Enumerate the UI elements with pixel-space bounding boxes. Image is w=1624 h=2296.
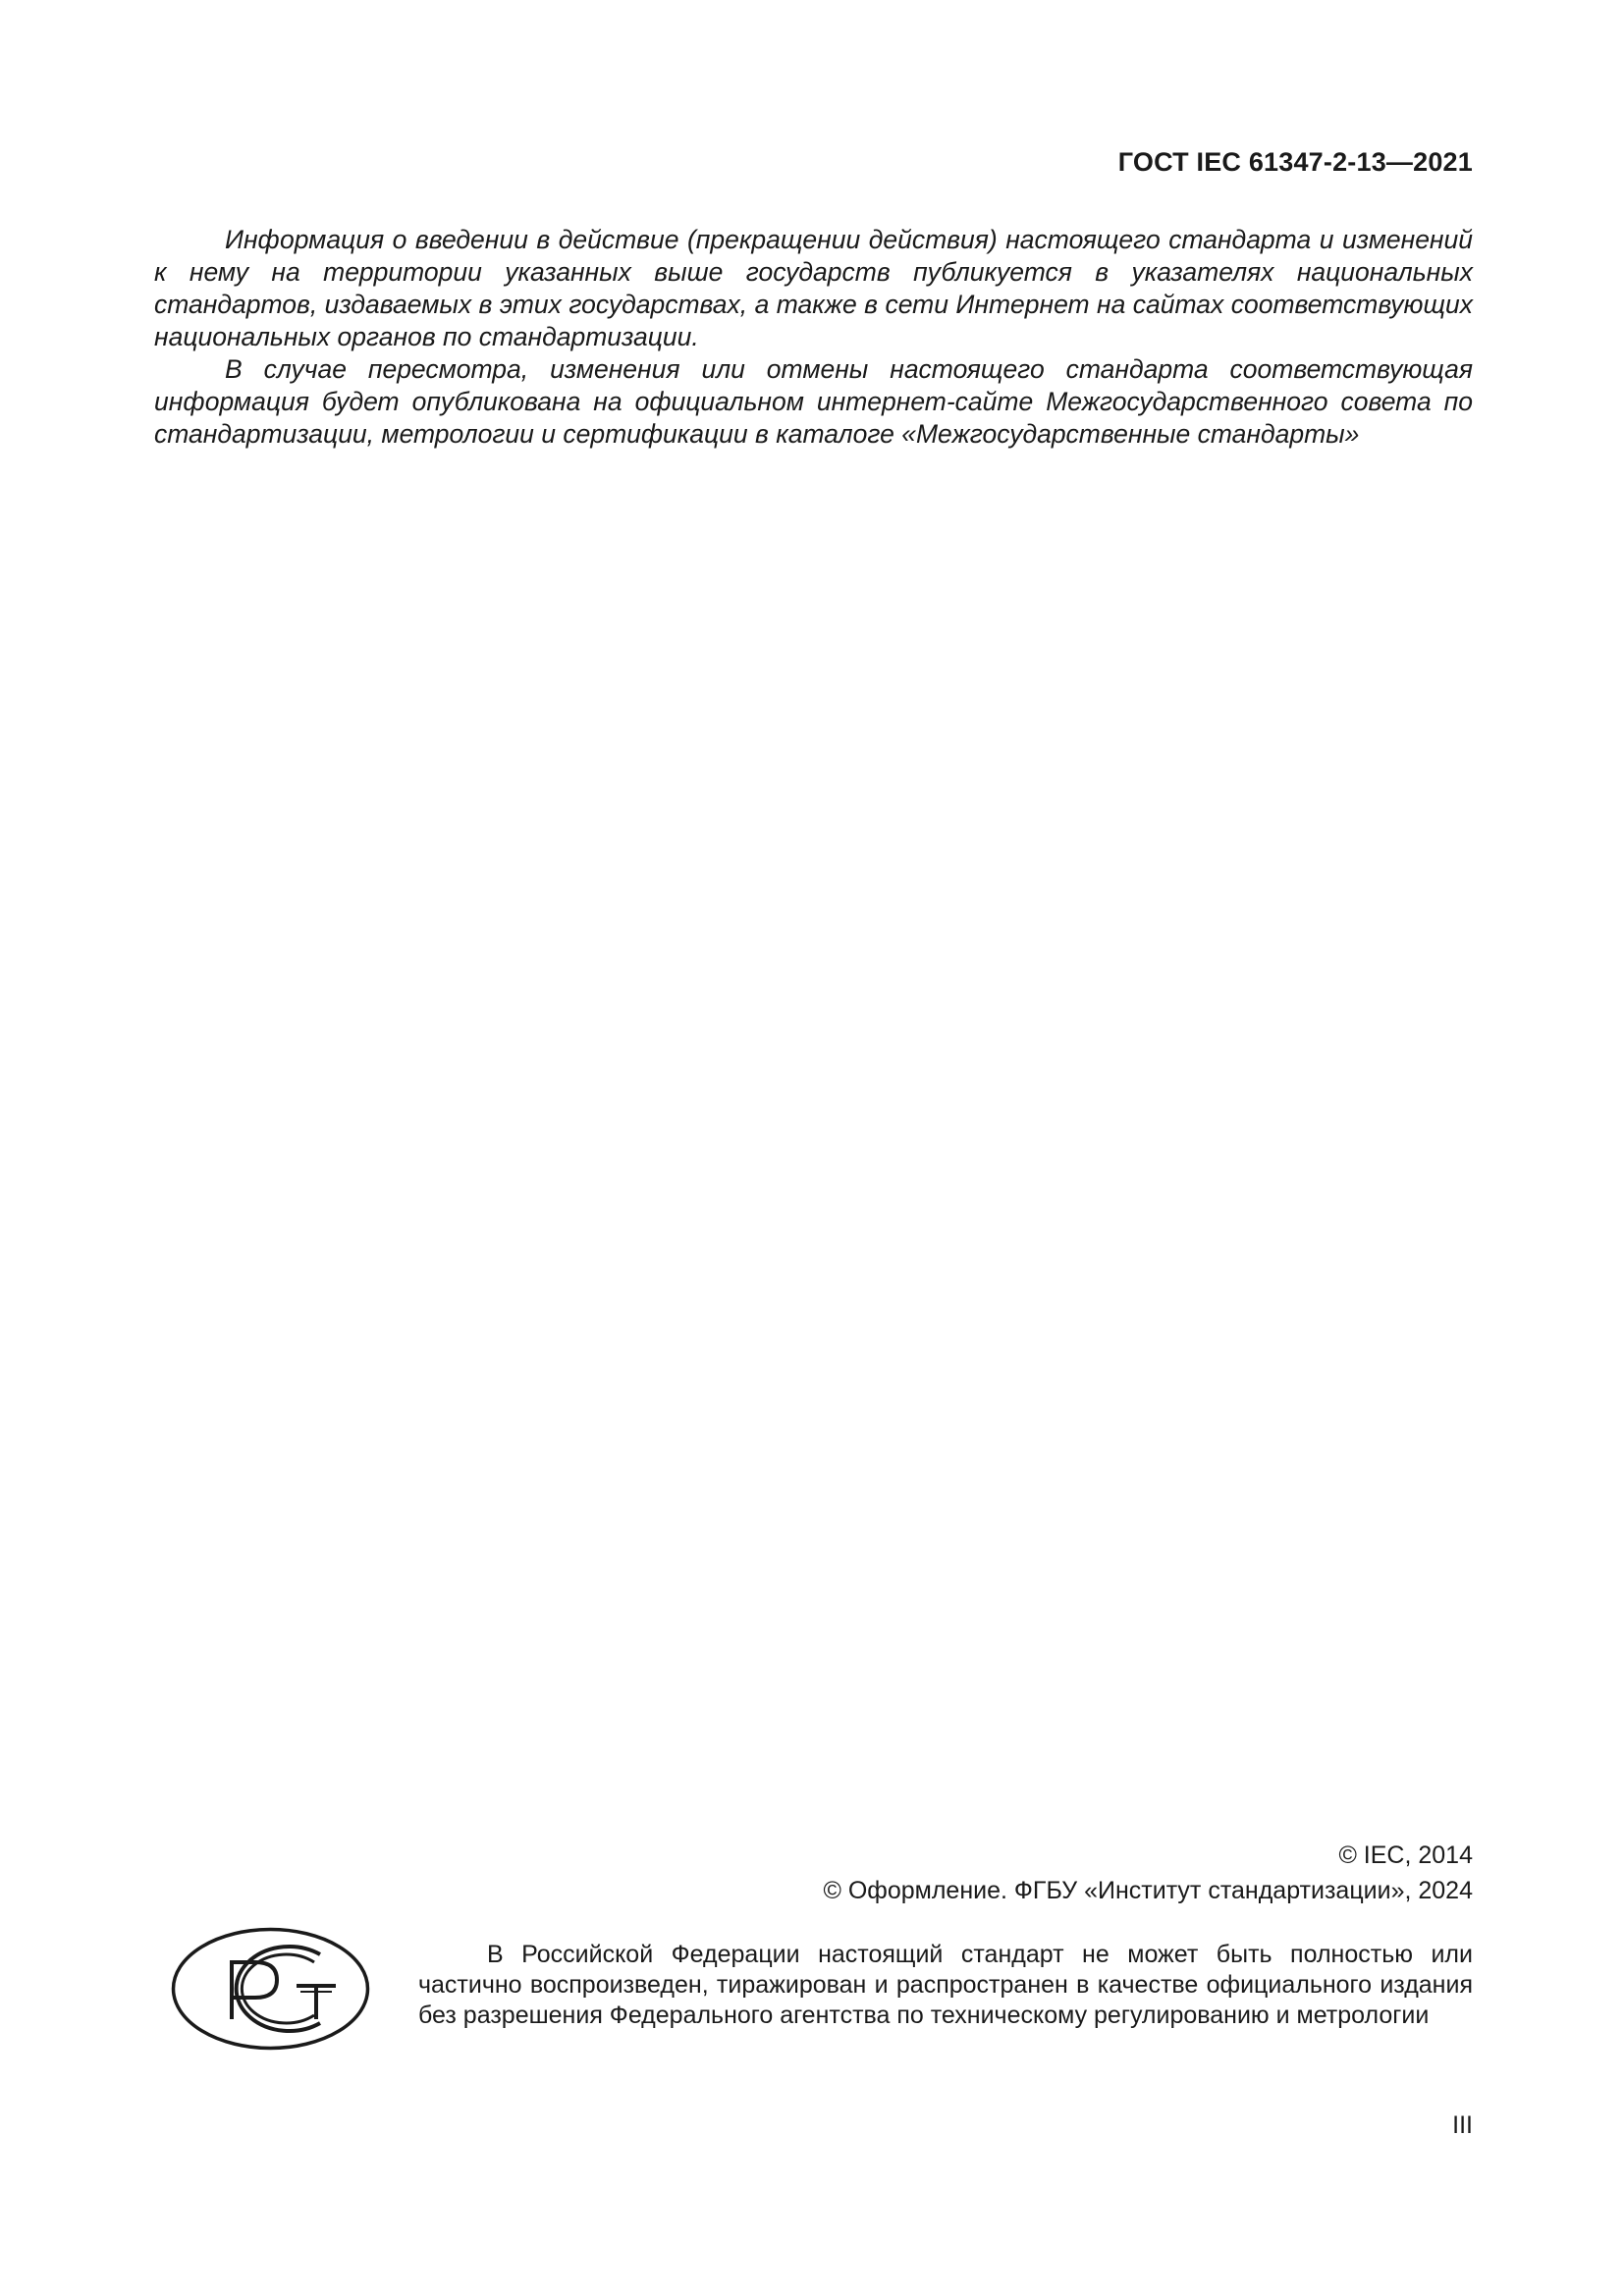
reproduction-notice xyxy=(418,1940,1473,2031)
copyright-iec: © IEC, 2014 xyxy=(1338,1842,1473,1869)
paragraph-revision: В случае пересмотра, изменения или отмены настоящего стандарта соответствующая информация будет опубликована на официальном интернет-сайте Межгосударственного совета по стандартизации, метрологии и сертификации в каталоге «Межгосударственные стандарты» xyxy=(154,354,1473,449)
document-header: ГОСТ IEC 61347-2-13—2021 xyxy=(1117,147,1473,177)
paragraph-information: Информация о введении в действие (прекращении действия) настоящего стандарта и изменений к нему на территории указанных выше государств публикуется в указателях национальных стандартов, издаваемых в этих государствах, а также в сети Интернет на сайтах соответствующих национальных органов по стандартизации. xyxy=(154,225,1473,351)
notice-text: В Российской Федерации настоящий стандарт не может быть полностью или частично воспроизведен, тиражирован и распространен в качестве официального издания без разрешения Федерального агентства по техническому регулированию и метрологии xyxy=(418,1941,1473,2029)
copyright-design: © Оформление. ФГБУ «Институт стандартизации», 2024 xyxy=(823,1877,1473,1904)
body-text xyxy=(154,224,1473,451)
copyright-block xyxy=(823,1838,1473,1908)
rst-certification-mark-icon xyxy=(171,1927,370,2051)
page-number: III xyxy=(1452,2111,1473,2139)
